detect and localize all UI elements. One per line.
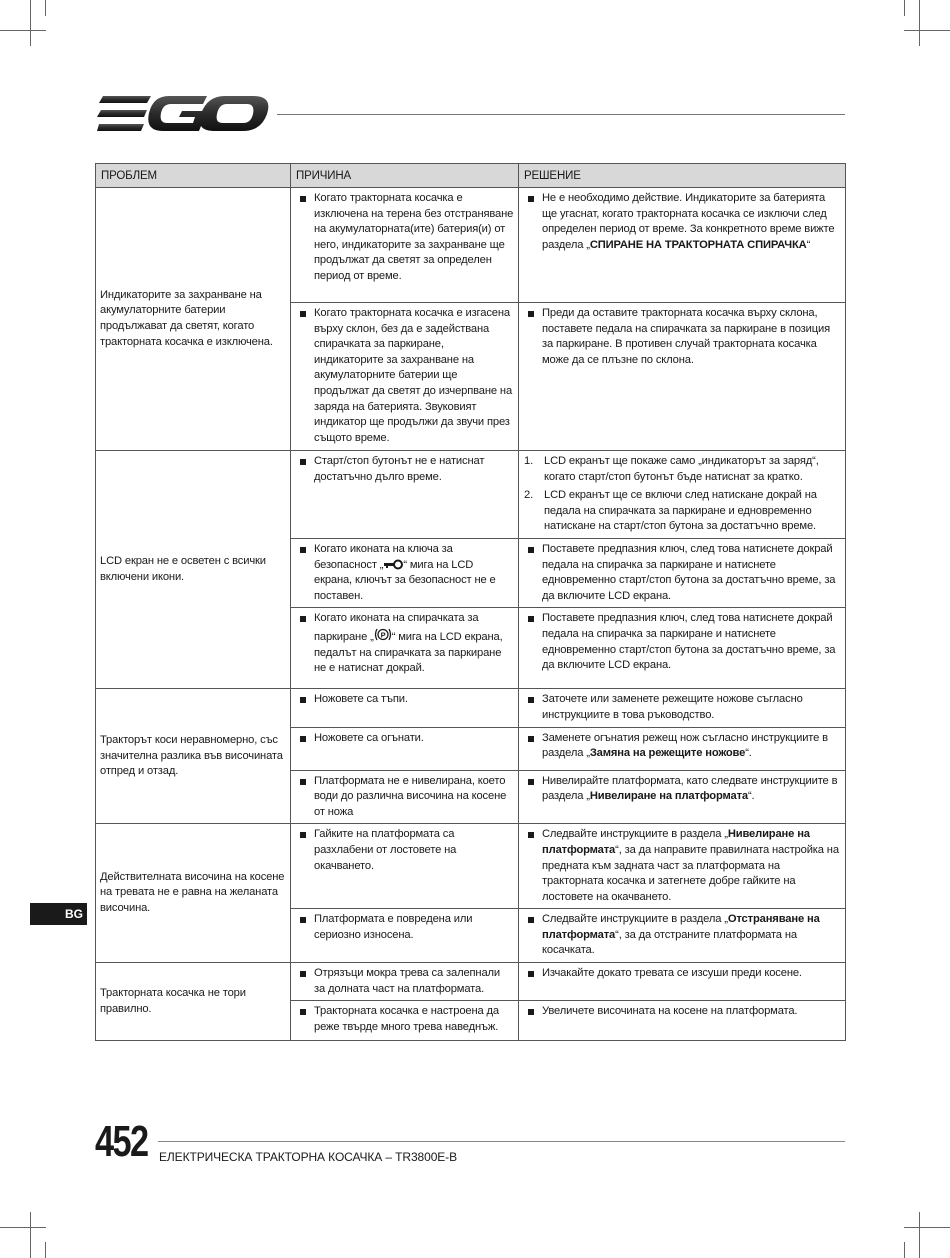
header-solution: РЕШЕНИЕ <box>519 164 846 188</box>
list-item: 2. LCD екранът ще се включи след натискане докрай на педала на спирачката за паркиране и едновременно натискане на старт/стоп бутона за достатъчно време. <box>524 489 817 533</box>
header-rule <box>277 114 845 115</box>
cause-cell <box>291 538 519 607</box>
solution-cell <box>519 1001 846 1041</box>
cause-cell <box>291 188 519 303</box>
crop-mark <box>904 1227 950 1228</box>
problem-cell: LCD екран не е осветен с всички включени икони. <box>96 451 291 689</box>
cause-text: Гайките на платформата са разхлабени от лостовете на окачването. <box>296 827 514 874</box>
cause-text: Тракторната косачка е настроена да реже твърде много трева наведнъж. <box>296 1004 514 1035</box>
cause-cell <box>291 909 519 963</box>
solution-cell <box>519 770 846 824</box>
parking-brake-icon <box>374 627 392 642</box>
cause-text: Когато иконата на спирачката за паркиране „ P “ мига на LCD екрана, педалът на спирачката за паркиране не е натиснат докрай. <box>296 611 514 676</box>
svg-text:P: P <box>380 630 386 640</box>
section-reference: Замяна на режещите ножове <box>589 747 746 760</box>
ego-logo <box>97 94 269 134</box>
header-cause: ПРИЧИНА <box>291 164 519 188</box>
solution-cell <box>519 727 846 770</box>
problem-cell: Индикаторите за захранване на акумулаторните батерии продължават да светят, когато тракторната косачка е изключена. <box>96 188 291 451</box>
solution-text: Поставете предпазния ключ, след това натиснете докрай педала на спирачка за паркиране и натиснете едновременно старт/стоп бутона за достатъчно време, за да включите LCD екрана. <box>524 542 841 604</box>
solution-cell <box>519 909 846 963</box>
cause-cell <box>291 727 519 770</box>
crop-mark <box>0 30 46 31</box>
cause-cell <box>291 689 519 727</box>
crop-mark <box>919 1212 920 1258</box>
solution-cell <box>519 824 846 909</box>
cause-cell <box>291 1001 519 1041</box>
crop-mark <box>0 1227 46 1228</box>
section-reference: СПИРАНЕ НА ТРАКТОРНАТА СПИРАЧКА <box>589 238 807 251</box>
table-row <box>96 689 846 727</box>
footer-rule <box>158 1141 845 1142</box>
cause-cell <box>291 824 519 909</box>
solution-text: Следвайте инструкциите в раздела „Нивелиране на платформата“, за да направите правилната настройка на предната към задната част за платформата на тракторната косачка и затегнете добре гайките на лостовете на окачването. <box>524 827 841 905</box>
header-problem: ПРОБЛЕМ <box>96 164 291 188</box>
table-row <box>96 451 846 539</box>
solution-cell <box>519 538 846 607</box>
solution-text: Не е необходимо действие. Индикаторите за батерията ще угаснат, когато тракторната косачка се изключи след определен период от време. За конкретното време вижте раздела „СПИРАНЕ НА ТРАКТОРНАТА СПИРАЧКА“ <box>524 191 841 253</box>
solution-text: Следвайте инструкциите в раздела „Отстраняване на платформата“, за да отстраните платформата на косачката. <box>524 912 841 959</box>
cause-cell <box>291 608 519 689</box>
solution-text: Заточете или заменете режещите ножове съгласно инструкциите в това ръководство. <box>524 692 841 723</box>
problem-cell: Тракторът коси неравномерно, със значителна разлика във височината отпред и отзад. <box>96 689 291 824</box>
list-item: 1. LCD екранът ще покаже само „индикаторът за заряд“, когато старт/стоп бутонът бъде натиснат за кратко. <box>524 455 819 483</box>
page-number: 452 <box>95 1117 148 1166</box>
section-reference: Нивелиране на платформата <box>589 790 748 803</box>
language-tab: BG <box>30 903 87 925</box>
section-reference: Отстраняване на платформата <box>542 913 820 941</box>
cause-text: Старт/стоп бутонът не е натиснат достатъчно дълго време. <box>296 454 514 485</box>
cause-text: Ножовете са огънати. <box>296 731 514 747</box>
problem-cell: Тракторната косачка не тори правилно. <box>96 963 291 1041</box>
solution-text: Увеличете височината на косене на платформата. <box>524 1004 841 1020</box>
cause-cell <box>291 963 519 1001</box>
crop-mark <box>30 1212 31 1258</box>
troubleshooting-table <box>95 163 846 1041</box>
crop-mark <box>45 1242 46 1258</box>
solution-cell <box>519 451 846 539</box>
cause-text: Когато иконата на ключа за безопасност „ “ мига на LCD екрана, ключът за безопасност не е поставен. <box>296 542 514 604</box>
table-row <box>96 824 846 909</box>
solution-text: Нивелирайте платформата, като следвате инструкциите в раздела „Нивелиране на платформата“. <box>524 774 841 805</box>
solution-cell <box>519 188 846 303</box>
solution-cell <box>519 608 846 689</box>
table-row <box>96 963 846 1001</box>
crop-mark <box>919 0 920 46</box>
cause-cell <box>291 770 519 824</box>
solution-cell <box>519 303 846 451</box>
cause-text: Платформата не е нивелирана, което води до различна височина на косене от ножа <box>296 774 514 821</box>
crop-mark <box>30 0 31 46</box>
solution-text: Поставете предпазния ключ, след това натиснете докрай педала на спирачка за паркиране и натиснете едновременно старт/стоп бутона за достатъчно време, за да включите LCD екрана. <box>524 611 841 673</box>
table-row <box>96 188 846 303</box>
cause-cell <box>291 451 519 539</box>
solution-cell <box>519 689 846 727</box>
crop-mark <box>45 0 46 16</box>
crop-mark <box>904 30 950 31</box>
cause-text: Платформата е повредена или сериозно износена. <box>296 912 514 943</box>
cause-cell <box>291 303 519 451</box>
table-header-row <box>96 164 846 188</box>
footer-title: ЕЛЕКТРИЧЕСКА ТРАКТОРНА КОСАЧКА – TR3800E-B <box>159 1150 457 1164</box>
safety-key-icon <box>383 559 403 570</box>
cause-text: Отрязъци мокра трева са залепнали за долната част на платформата. <box>296 966 514 997</box>
solution-cell <box>519 963 846 1001</box>
section-reference: Нивелиране на платформата <box>542 828 810 856</box>
solution-text: Изчакайте докато тревата се изсуши преди косене. <box>524 966 841 982</box>
crop-mark <box>904 1242 905 1258</box>
solution-text: Преди да оставите тракторната косачка върху склона, поставете педала на спирачката за паркиране в позиция за паркиране. В противен случай тракторната косачка може да се плъзне по склона. <box>524 306 841 368</box>
cause-text: Когато тракторната косачка е изгасена върху склон, без да е задействана спирачката за паркиране, индикаторите за захранване на акумулаторните батерии ще продължат да светят до изчерпване на заряда на батерията. Звуковият индикатор ще продължи да звучи през същото време. <box>296 306 514 446</box>
crop-mark <box>904 0 905 16</box>
cause-text: Ножовете са тъпи. <box>296 692 514 708</box>
solution-text: Заменете огънатия режещ нож съгласно инструкциите в раздела „Замяна на режещите ножове“. <box>524 731 841 762</box>
problem-cell: Действителната височина на косене на тревата не е равна на желаната височина. <box>96 824 291 963</box>
cause-text: Когато тракторната косачка е изключена на терена без отстраняване на акумулаторната(ите) батерия(и) от него, индикаторите за захранване ще продължат да светят за определен период от време. <box>296 191 514 285</box>
